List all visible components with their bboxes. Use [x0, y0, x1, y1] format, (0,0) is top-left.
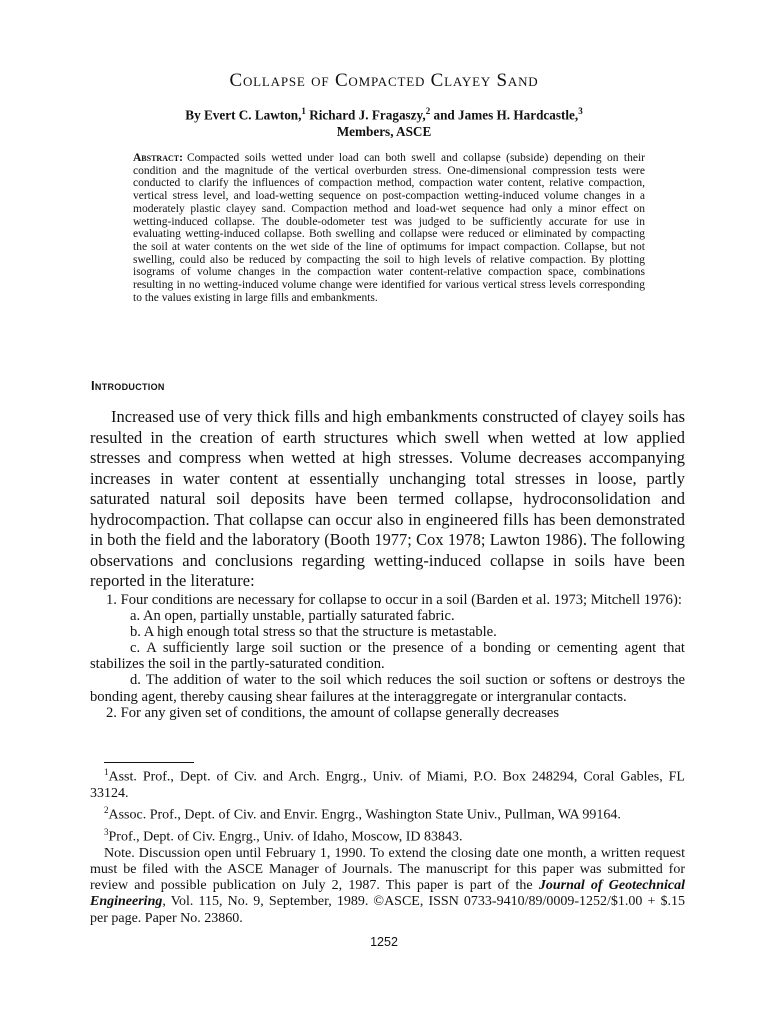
publication-note-text: Note. Discussion open until February 1, 1990. To extend the closing date one month, a written request must be filed with the ASCE Manager of Journals. The manuscript for this paper was submitted for review and possible publication on July 2, 1987. This paper is part of the	[90, 845, 685, 894]
footnote-3-text: Prof., Dept. of Civ. Engrg., Univ. of Idaho, Moscow, ID 83843.	[108, 829, 463, 845]
observations-list	[90, 592, 685, 721]
paper-title: Collapse of Compacted Clayey Sand	[229, 70, 539, 91]
author-membership: Members, ASCE	[336, 124, 432, 140]
abstract-label: Abstract:	[133, 152, 183, 164]
list-item-1d: d. The addition of water to the soil which reduces the soil suction or softens or destroys the bonding agent, thereby causing shear failures at the interaggregate or intergranular contacts.	[90, 672, 685, 705]
list-item-1c: c. A sufficiently large soil suction or the presence of a bonding or cementing agent that stabilizes the soil in the partly-saturated condition.	[90, 640, 685, 673]
footnote-mark-1: 1	[104, 767, 109, 777]
publication-note	[90, 846, 685, 927]
abstract	[133, 152, 645, 304]
list-item-1a: a. An open, partially unstable, partially saturated fabric.	[130, 608, 455, 625]
footnote-3	[90, 824, 685, 846]
list-item-2: 2. For any given set of conditions, the amount of collapse generally decreases	[106, 704, 560, 721]
affiliation-mark-3: 3	[578, 106, 583, 116]
publication-note-details: , Vol. 115, No. 9, September, 1989. ©ASCE, ISSN 0733-9410/89/0009-1252/$1.00 + $.15 per page. Paper No. 23860.	[90, 894, 685, 926]
list-item-1b: b. A high enough total stress so that the structure is metastable.	[130, 624, 497, 641]
author-lawton: By Evert C. Lawton,	[185, 107, 302, 123]
footnote-divider	[104, 762, 194, 763]
author-hardcastle: and James H. Hardcastle,	[430, 107, 579, 123]
footnote-mark-2: 2	[104, 805, 109, 816]
abstract-text: Compacted soils wetted under load can both swell and collapse (subside) depending on their condition and the magnitude of the vertical overburden stress. One-dimensional compression tests were conducted to clarify the influences of compaction method, compaction water content, relative compaction, vertical stress level, and load-wetting sequence on post-compaction wetting-induced volume changes in a moderately plastic clayey sand. Compaction method and load-wet sequence had only a minor effect on wetting-induced collapse. The double-odometer test was judged to be sufficiently accurate for use in evaluating wetting-induced collapse. Both swelling and collapse were reduced or eliminated by compacting the soil at water contents on the wet side of the line of optimums for impact compaction. Collapse, but not swelling, could also be reduced by compacting the soil to high levels of relative compaction. By plotting isograms of volume changes in the compaction water content-relative compaction space, combinations resulting in no wetting-induced volume change were identified for various vertical stress levels corresponding to the values existing in large fills and embankments.	[133, 152, 645, 304]
footnote-2-text: Assoc. Prof., Dept. of Civ. and Envir. Engrg., Washington State Univ., Pullman, WA 99164.	[108, 807, 621, 823]
affiliation-mark-2: 2	[425, 106, 431, 116]
list-item-1: 1. Four conditions are necessary for collapse to occur in a soil (Barden et al. 1973; Mitchell 1976):	[106, 592, 682, 608]
footnote-mark-3: 3	[104, 826, 109, 837]
section-heading-introduction: Introduction	[91, 378, 165, 393]
footnote-2	[90, 802, 685, 824]
footnote-1	[90, 764, 685, 802]
footnotes	[90, 764, 685, 927]
journal-name: Journal of Geotechnical Engineering	[90, 878, 685, 910]
intro-paragraph: Increased use of very thick fills and high embankments constructed of clayey soils has resulted in the creation of earth structures which swell when wetted at low applied stresses and compress when wetted at high stresses. Volume decreases accompanying increases in water content at essentially unchanging total stresses in loose, partly saturated natural soil deposits have been termed collapse, hydroconsolidation and hydrocompaction. That collapse can occur also in engineered fills has been demonstrated in both the field and the laboratory (Booth 1977; Cox 1978; Lawton 1986). The following observations and conclusions regarding wetting-induced collapse in soils have been reported in the literature:	[90, 407, 685, 590]
author-block	[90, 103, 678, 140]
footnote-1-text: Asst. Prof., Dept. of Civ. and Arch. Engrg., Univ. of Miami, P.O. Box 248294, Coral Gables, FL 33124.	[90, 769, 685, 801]
author-fragaszy: Richard J. Fragaszy,	[305, 107, 426, 123]
author-line	[90, 103, 678, 123]
affiliation-mark-1: 1	[301, 106, 306, 116]
page-number: 1252	[370, 935, 398, 949]
